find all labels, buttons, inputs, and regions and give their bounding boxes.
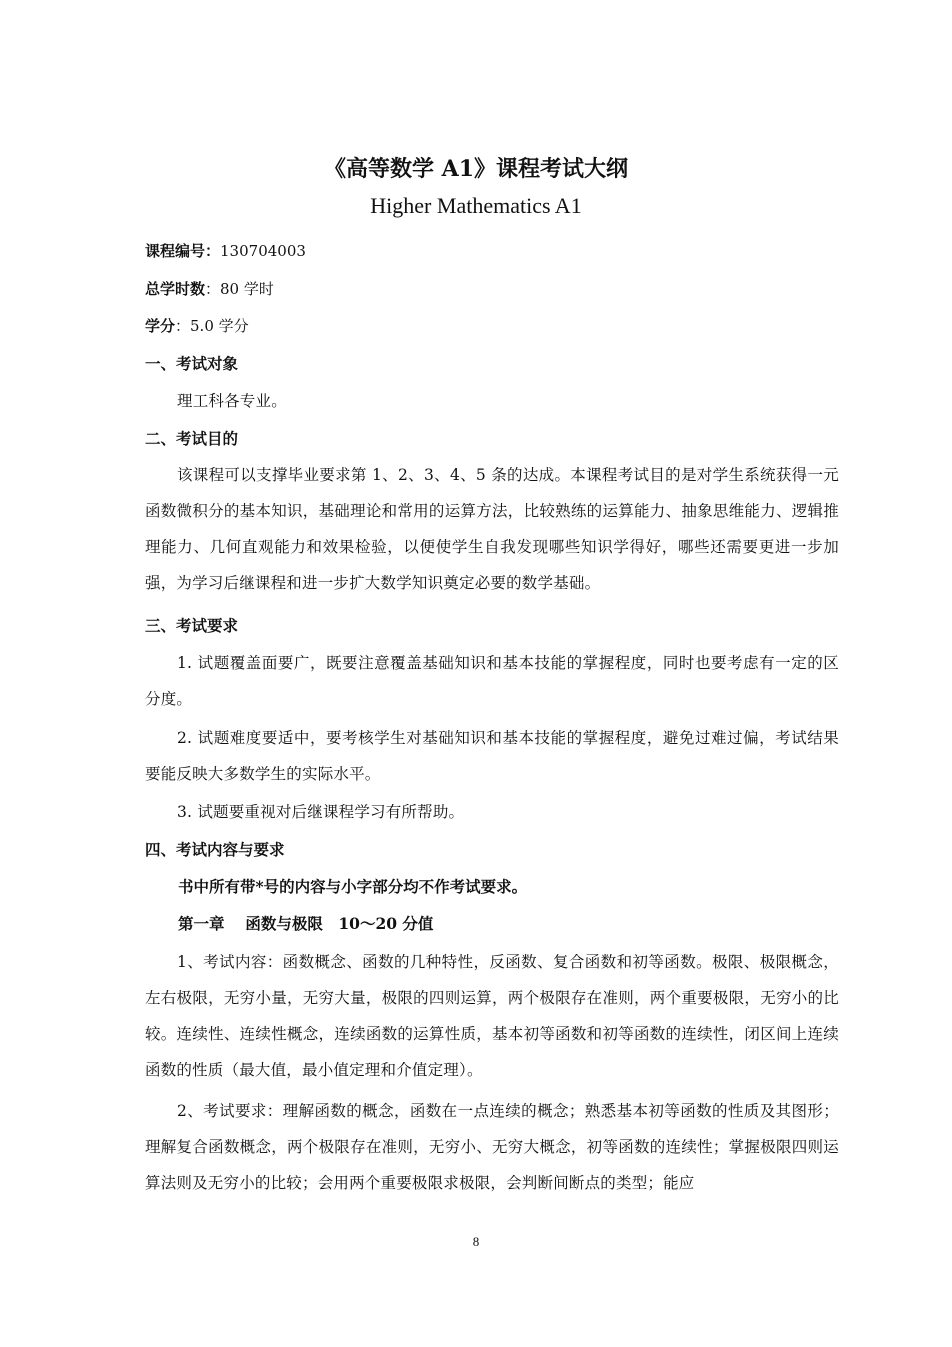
total-hours-value: ：80 学时	[205, 280, 274, 298]
section-4-heading: 四、考试内容与要求	[145, 840, 285, 859]
course-code-line	[145, 240, 306, 262]
chapter-1-requirements: 2、考试要求：理解函数的概念，函数在一点连续的概念；熟悉基本初等函数的性质及其图形；理解复合函数概念，两个极限存在准则，无穷小、无穷大概念，初等函数的连续性；掌握极限四则运算法则及无穷小的比较；会用两个重要极限求极限，会判断间断点的类型；能应	[145, 1102, 839, 1192]
section-2-heading: 二、考试目的	[145, 429, 239, 448]
course-code-value: 130704003	[220, 242, 306, 260]
page-title: 《高等数学 A1》课程考试大纲	[323, 156, 629, 182]
section-3-item-3: 3. 试题要重视对后继课程学习有所帮助。	[177, 803, 465, 821]
credits-label: 学分	[145, 317, 176, 335]
page-subtitle: Higher Mathematics A1	[370, 193, 582, 218]
chapter-1-content: 1、考试内容：函数概念、函数的几种特性，反函数、复合函数和初等函数。极限、极限概念，左右极限，无穷小量，无穷大量，极限的四则运算，两个极限存在准则，两个重要极限，无穷小的比较。连续性、连续性概念，连续函数的运算性质，基本初等函数和初等函数的连续性，闭区间上连续函数的性质（最大值，最小值定理和介值定理）。	[145, 953, 839, 1079]
section-3-item-1: 1. 试题覆盖面要广，既要注意覆盖基础知识和基本技能的掌握程度，同时也要考虑有一定的区分度。	[145, 654, 839, 708]
total-hours-line	[145, 278, 274, 300]
chapter-1-heading: 第一章 函数与极限 10～20 分值	[178, 914, 434, 933]
section-1-text: 理工科各专业。	[177, 392, 287, 410]
section-1-heading: 一、考试对象	[145, 354, 239, 373]
section-4-note: 书中所有带*号的内容与小字部分均不作考试要求。	[178, 877, 528, 896]
total-hours-label: 总学时数	[145, 280, 206, 298]
section-3-heading: 三、考试要求	[145, 616, 239, 635]
section-3-item-2: 2. 试题难度要适中，要考核学生对基础知识和基本技能的掌握程度，避免过难过偏，考试结果要能反映大多数学生的实际水平。	[145, 729, 839, 783]
course-code-label: 课程编号：	[145, 242, 221, 260]
credits-line	[145, 315, 249, 337]
section-2-text: 该课程可以支撑毕业要求第 1、2、3、4、5 条的达成。本课程考试目的是对学生系统获得一元函数微积分的基本知识，基础理论和常用的运算方法，比较熟练的运算能力、抽象思维能力、逻辑推理能力、几何直观能力和效果检验，以便使学生自我发现哪些知识学得好，哪些还需要更进一步加强，为学习后继课程和进一步扩大数学知识奠定必要的数学基础。	[145, 466, 839, 592]
credits-value: ：5.0 学分	[175, 317, 249, 335]
page-number: 8	[472, 1234, 480, 1249]
